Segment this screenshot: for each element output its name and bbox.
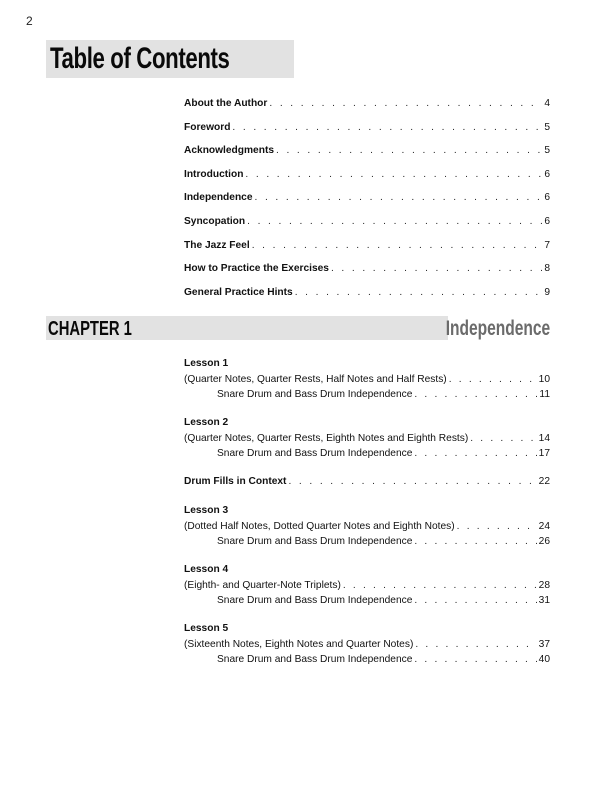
chapter-title: Independence [445,317,550,340]
lesson-3 [184,503,550,549]
lesson-5 [184,621,550,667]
lesson-topic-entry[interactable] [184,372,550,387]
toc-entry-page: 9 [544,286,550,298]
dot-leader [288,474,536,490]
lesson-heading: Lesson 4 [184,564,229,575]
dot-leader [414,534,536,549]
dot-leader [414,446,536,461]
dot-leader [449,372,537,387]
toc-entry-about-the-author[interactable] [184,98,550,122]
lesson-topic-entry[interactable] [184,578,550,593]
lesson-sub-label: Snare Drum and Bass Drum Independence [217,448,413,459]
dot-leader [247,216,542,227]
toc-entry-label: About the Author [184,98,268,109]
toc-entry-acknowledgments[interactable] [184,145,550,169]
lesson-heading: Lesson 1 [184,358,229,369]
dot-leader [343,578,537,593]
toc-entry-general-practice-hints[interactable] [184,287,550,311]
lesson-sub-entry[interactable] [184,652,550,667]
toc-entry-label: The Jazz Feel [184,239,250,251]
dot-leader [276,145,542,156]
lesson-topic-entry[interactable] [184,431,550,446]
lesson-topic-page: 37 [538,639,550,650]
dot-leader [269,98,542,109]
toc-entry-label: Introduction [184,168,244,180]
lesson-sub-page: 40 [538,654,550,665]
toc-entry-independence[interactable] [184,192,550,216]
toc-entry-label: Foreword [184,121,231,133]
page-title: Table of Contents [50,42,230,75]
dot-leader [245,169,542,180]
toc-entry-label: Acknowledgments [184,145,275,157]
toc-entry-label: Drum Fills in Context [184,476,287,487]
lesson-sub-entry[interactable] [184,534,550,549]
lesson-4 [184,562,550,608]
lesson-heading: Lesson 2 [184,417,229,428]
dot-leader [414,652,536,667]
toc-entry-syncopation[interactable] [184,216,550,240]
lesson-topic-page: 28 [538,580,550,591]
toc-entry-the-jazz-feel[interactable] [184,240,550,264]
lesson-sub-page: 26 [538,536,550,547]
toc-entry-label: Syncopation [184,215,246,227]
page-number: 2 [26,14,33,28]
dot-leader [470,431,536,446]
toc-entry-page: 6 [544,168,550,180]
lesson-topic-entry[interactable] [184,637,550,652]
toc-entry-foreword[interactable] [184,122,550,146]
dot-leader [331,263,542,274]
toc-entry-page: 5 [544,145,550,157]
lesson-sub-entry[interactable] [184,446,550,461]
dot-leader [252,240,543,251]
chapter-label: CHAPTER 1 [48,318,132,340]
toc-entry-page: 22 [538,476,550,487]
toc-entry-page: 7 [544,239,550,251]
dot-leader [414,593,536,608]
lesson-sub-entry[interactable] [184,387,550,402]
toc-entry-page: 8 [544,263,550,275]
lesson-topic: (Sixteenth Notes, Eighth Notes and Quarter Notes) [184,639,414,650]
chapter-contents [184,352,550,667]
dot-leader [457,519,537,534]
lesson-topic: (Eighth- and Quarter-Note Triplets) [184,580,341,591]
lesson-2 [184,415,550,461]
dot-leader [415,637,536,652]
toc-entry-drum-fills[interactable] [184,474,550,490]
lesson-sub-label: Snare Drum and Bass Drum Independence [217,654,413,665]
toc-entry-page: 6 [544,215,550,227]
toc-entry-label: Independence [184,192,253,204]
toc-entry-page: 6 [544,192,550,204]
dot-leader [414,387,537,402]
front-matter-list [184,98,550,310]
lesson-sub-page: 17 [538,448,550,459]
lesson-topic-entry[interactable] [184,519,550,534]
lesson-sub-page: 31 [538,595,550,606]
lesson-sub-label: Snare Drum and Bass Drum Independence [217,536,413,547]
toc-entry-how-to-practice[interactable] [184,263,550,287]
lesson-sub-entry[interactable] [184,593,550,608]
dot-leader [232,122,542,133]
lesson-heading: Lesson 3 [184,505,229,516]
toc-entry-label: How to Practice the Exercises [184,263,329,275]
lesson-topic-page: 10 [538,374,550,385]
lesson-sub-label: Snare Drum and Bass Drum Independence [217,595,413,606]
toc-entry-introduction[interactable] [184,169,550,193]
lesson-heading: Lesson 5 [184,623,229,634]
lesson-topic: (Dotted Half Notes, Dotted Quarter Notes and Eighth Notes) [184,521,455,532]
toc-entry-page: 5 [544,121,550,133]
lesson-topic: (Quarter Notes, Quarter Rests, Half Notes and Half Rests) [184,374,447,385]
dot-leader [295,287,543,298]
lesson-sub-label: Snare Drum and Bass Drum Independence [217,389,413,400]
toc-entry-label: General Practice Hints [184,286,293,298]
lesson-topic: (Quarter Notes, Quarter Rests, Eighth Notes and Eighth Rests) [184,433,469,444]
lesson-topic-page: 14 [538,433,550,444]
lesson-1 [184,356,550,402]
dot-leader [255,192,543,203]
toc-entry-page: 4 [544,98,550,109]
lesson-topic-page: 24 [538,521,550,532]
lesson-sub-page: 11 [539,389,550,400]
